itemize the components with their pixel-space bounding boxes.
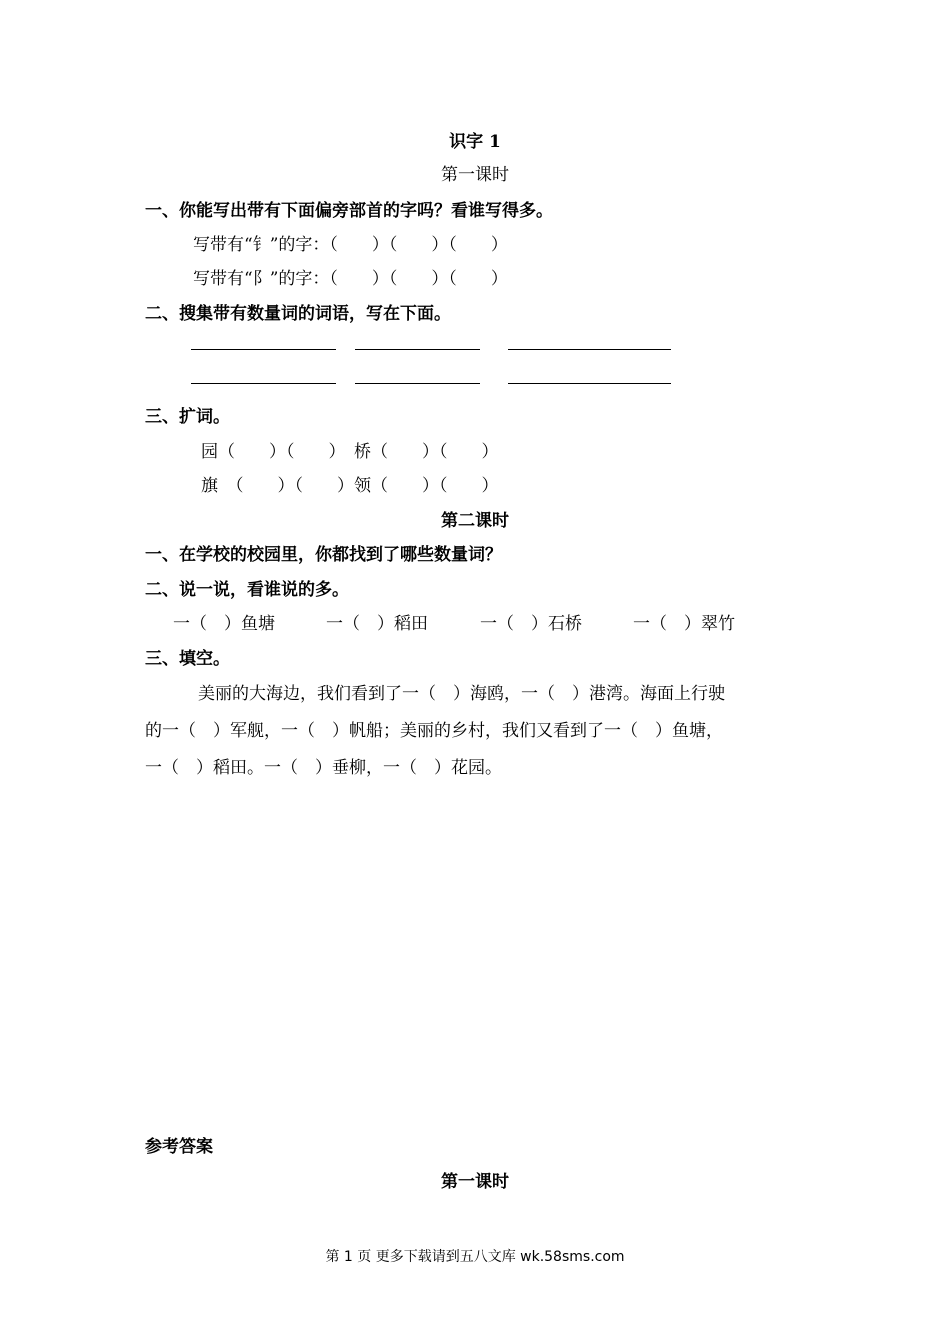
- l2-question2-item: 一（ ）石桥: [480, 614, 582, 634]
- l1-question3-row1: 园（ ）（ ） 桥（ ）（ ）: [201, 442, 499, 462]
- l1-question3-title: 三、扩词。: [145, 407, 230, 427]
- l2-question3-paragraph-line2: 的一（ ）军舰，一（ ）帆船；美丽的乡村，我们又看到了一（ ）鱼塘，: [145, 721, 723, 741]
- l2-question3-title: 三、填空。: [145, 649, 230, 669]
- lesson2-heading: 第二课时: [441, 511, 509, 531]
- l1-question1-line1: 写带有“钅”的字：（ ）（ ）（ ）: [193, 235, 508, 255]
- l2-question1-title: 一、在学校的校园里，你都找到了哪些数量词？: [145, 545, 502, 565]
- l1-question1-title: 一、你能写出带有下面偏旁部首的字吗？看谁写得多。: [145, 201, 553, 221]
- l1-question2-title: 二、搜集带有数量词的词语，写在下面。: [145, 304, 451, 324]
- l2-question2-item: 一（ ）稻田: [326, 614, 428, 634]
- answer-blank-line[interactable]: [355, 349, 480, 350]
- answer-blank-line[interactable]: [191, 383, 336, 384]
- answer-blank-line[interactable]: [355, 383, 480, 384]
- l2-question3-paragraph-line3: 一（ ）稻田。一（ ）垂柳，一（ ）花园。: [145, 758, 502, 778]
- page-footer: 第 1 页 更多下载请到五八文库 wk.58sms.com: [325, 1249, 625, 1265]
- lesson1-heading: 第一课时: [441, 165, 509, 185]
- l2-question2-item: 一（ ）鱼塘: [173, 614, 275, 634]
- answers-lesson1-heading: 第一课时: [441, 1172, 509, 1192]
- l2-question3-paragraph-line1: 美丽的大海边，我们看到了一（ ）海鸥，一（ ）港湾。海面上行驶: [198, 684, 725, 704]
- document-title: 识字 1: [449, 132, 501, 152]
- answer-blank-line[interactable]: [191, 349, 336, 350]
- answer-blank-line[interactable]: [508, 349, 671, 350]
- answers-label: 参考答案: [145, 1137, 213, 1157]
- l1-question3-row2: 旗 （ ）（ ）领（ ）（ ）: [201, 476, 499, 496]
- l2-question2-item: 一（ ）翠竹: [633, 614, 735, 634]
- answer-blank-line[interactable]: [508, 383, 671, 384]
- l2-question2-title: 二、说一说，看谁说的多。: [145, 580, 349, 600]
- l1-question1-line2: 写带有“阝”的字：（ ）（ ）（ ）: [193, 269, 508, 289]
